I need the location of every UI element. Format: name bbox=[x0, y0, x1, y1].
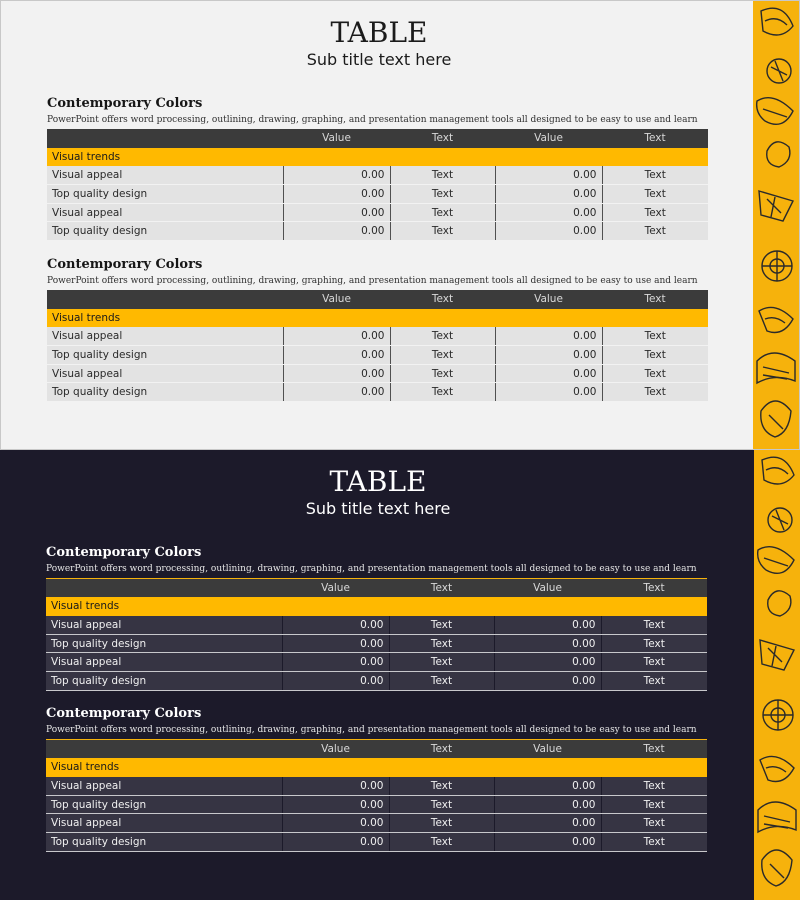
text-cell: Text bbox=[390, 203, 495, 222]
slide-subtitle: Sub title text here bbox=[306, 50, 452, 69]
group-row bbox=[46, 758, 707, 777]
text-cell: Text bbox=[602, 346, 708, 365]
table-row bbox=[46, 634, 707, 653]
table-header-row bbox=[46, 579, 707, 598]
text-cell: Text bbox=[602, 166, 708, 185]
table-row bbox=[46, 832, 707, 851]
data-table bbox=[47, 290, 708, 402]
text-cell: Text bbox=[601, 777, 707, 796]
table-block bbox=[46, 545, 707, 691]
block-description: PowerPoint offers word processing, outlining, drawing, graphing, and presentation management tools all designed to be easy to use and learn bbox=[46, 564, 697, 574]
value-cell: 0.00 bbox=[283, 203, 390, 222]
value-cell: 0.00 bbox=[282, 653, 389, 672]
block-heading: Contemporary Colors bbox=[46, 545, 202, 560]
column-header: Text bbox=[390, 129, 495, 148]
text-cell: Text bbox=[390, 185, 495, 204]
value-cell: 0.00 bbox=[495, 166, 602, 185]
value-cell: 0.00 bbox=[495, 383, 602, 402]
column-header: Value bbox=[494, 740, 601, 759]
group-row bbox=[47, 309, 708, 328]
group-label: Visual trends bbox=[46, 758, 707, 777]
table-block bbox=[47, 96, 708, 241]
data-table bbox=[46, 578, 707, 691]
column-header: Value bbox=[283, 129, 390, 148]
slide-dark bbox=[0, 450, 800, 900]
column-header: Value bbox=[495, 129, 602, 148]
value-cell: 0.00 bbox=[283, 364, 390, 383]
table-header-row bbox=[47, 129, 708, 148]
group-row bbox=[46, 597, 707, 616]
value-cell: 0.00 bbox=[282, 616, 389, 635]
value-cell: 0.00 bbox=[282, 777, 389, 796]
row-label: Top quality design bbox=[47, 383, 283, 402]
column-header: Text bbox=[602, 129, 708, 148]
block-heading: Contemporary Colors bbox=[47, 96, 203, 111]
group-label: Visual trends bbox=[47, 309, 708, 328]
block-description: PowerPoint offers word processing, outlining, drawing, graphing, and presentation management tools all designed to be easy to use and learn bbox=[47, 276, 698, 286]
data-table bbox=[46, 739, 707, 852]
text-cell: Text bbox=[390, 346, 495, 365]
table-row bbox=[46, 814, 707, 833]
text-cell: Text bbox=[601, 671, 707, 690]
text-cell: Text bbox=[602, 327, 708, 346]
row-label: Visual appeal bbox=[47, 166, 283, 185]
table-row bbox=[46, 653, 707, 672]
value-cell: 0.00 bbox=[495, 222, 602, 241]
row-label: Visual appeal bbox=[46, 616, 282, 635]
text-cell: Text bbox=[389, 653, 494, 672]
row-label: Visual appeal bbox=[47, 327, 283, 346]
value-cell: 0.00 bbox=[495, 364, 602, 383]
value-cell: 0.00 bbox=[283, 185, 390, 204]
value-cell: 0.00 bbox=[282, 795, 389, 814]
row-label: Visual appeal bbox=[47, 203, 283, 222]
block-heading: Contemporary Colors bbox=[47, 257, 203, 272]
value-cell: 0.00 bbox=[283, 383, 390, 402]
column-header bbox=[47, 290, 283, 309]
column-header: Value bbox=[495, 290, 602, 309]
table-header-row bbox=[46, 740, 707, 759]
row-label: Top quality design bbox=[46, 832, 282, 851]
table-block bbox=[47, 257, 708, 402]
table-row bbox=[47, 327, 708, 346]
text-cell: Text bbox=[389, 634, 494, 653]
value-cell: 0.00 bbox=[495, 327, 602, 346]
text-cell: Text bbox=[389, 616, 494, 635]
value-cell: 0.00 bbox=[494, 777, 601, 796]
text-cell: Text bbox=[389, 832, 494, 851]
column-header bbox=[46, 579, 282, 598]
table-row bbox=[47, 364, 708, 383]
text-cell: Text bbox=[389, 777, 494, 796]
column-header: Text bbox=[601, 579, 707, 598]
row-label: Top quality design bbox=[46, 795, 282, 814]
column-header: Value bbox=[282, 740, 389, 759]
data-table bbox=[47, 129, 708, 241]
value-cell: 0.00 bbox=[495, 203, 602, 222]
text-cell: Text bbox=[602, 185, 708, 204]
column-header: Value bbox=[282, 579, 389, 598]
table-row bbox=[47, 166, 708, 185]
value-cell: 0.00 bbox=[282, 634, 389, 653]
row-label: Top quality design bbox=[46, 671, 282, 690]
block-heading: Contemporary Colors bbox=[46, 706, 202, 721]
text-cell: Text bbox=[602, 364, 708, 383]
text-cell: Text bbox=[390, 166, 495, 185]
table-row bbox=[46, 671, 707, 690]
food-sketch-pattern-icon bbox=[753, 1, 799, 450]
value-cell: 0.00 bbox=[494, 832, 601, 851]
text-cell: Text bbox=[601, 616, 707, 635]
value-cell: 0.00 bbox=[282, 814, 389, 833]
row-label: Top quality design bbox=[47, 346, 283, 365]
table-row bbox=[47, 346, 708, 365]
column-header: Value bbox=[494, 579, 601, 598]
column-header: Value bbox=[283, 290, 390, 309]
value-cell: 0.00 bbox=[282, 671, 389, 690]
text-cell: Text bbox=[390, 364, 495, 383]
text-cell: Text bbox=[390, 222, 495, 241]
text-cell: Text bbox=[389, 814, 494, 833]
slide-title: TABLE bbox=[330, 16, 428, 49]
text-cell: Text bbox=[602, 222, 708, 241]
value-cell: 0.00 bbox=[494, 616, 601, 635]
text-cell: Text bbox=[601, 832, 707, 851]
text-cell: Text bbox=[602, 383, 708, 402]
row-label: Top quality design bbox=[46, 634, 282, 653]
column-header: Text bbox=[602, 290, 708, 309]
table-row bbox=[47, 203, 708, 222]
text-cell: Text bbox=[389, 795, 494, 814]
row-label: Visual appeal bbox=[46, 777, 282, 796]
table-row bbox=[47, 383, 708, 402]
table-row bbox=[46, 616, 707, 635]
table-block bbox=[46, 706, 707, 852]
text-cell: Text bbox=[601, 634, 707, 653]
text-cell: Text bbox=[390, 327, 495, 346]
row-label: Visual appeal bbox=[46, 653, 282, 672]
value-cell: 0.00 bbox=[494, 795, 601, 814]
value-cell: 0.00 bbox=[283, 346, 390, 365]
text-cell: Text bbox=[389, 671, 494, 690]
value-cell: 0.00 bbox=[494, 671, 601, 690]
text-cell: Text bbox=[601, 795, 707, 814]
column-header: Text bbox=[389, 579, 494, 598]
slide-title: TABLE bbox=[329, 465, 427, 498]
table-header-row bbox=[47, 290, 708, 309]
text-cell: Text bbox=[601, 653, 707, 672]
group-label: Visual trends bbox=[47, 148, 708, 167]
value-cell: 0.00 bbox=[283, 166, 390, 185]
value-cell: 0.00 bbox=[283, 327, 390, 346]
row-label: Top quality design bbox=[47, 222, 283, 241]
column-header: Text bbox=[601, 740, 707, 759]
value-cell: 0.00 bbox=[495, 185, 602, 204]
value-cell: 0.00 bbox=[282, 832, 389, 851]
food-sketch-pattern-icon bbox=[754, 450, 800, 900]
column-header: Text bbox=[390, 290, 495, 309]
group-label: Visual trends bbox=[46, 597, 707, 616]
column-header bbox=[47, 129, 283, 148]
table-row bbox=[47, 222, 708, 241]
value-cell: 0.00 bbox=[283, 222, 390, 241]
column-header: Text bbox=[389, 740, 494, 759]
group-row bbox=[47, 148, 708, 167]
table-row bbox=[46, 777, 707, 796]
text-cell: Text bbox=[601, 814, 707, 833]
text-cell: Text bbox=[602, 203, 708, 222]
slide-subtitle: Sub title text here bbox=[305, 499, 451, 518]
value-cell: 0.00 bbox=[494, 653, 601, 672]
text-cell: Text bbox=[390, 383, 495, 402]
block-description: PowerPoint offers word processing, outlining, drawing, graphing, and presentation management tools all designed to be easy to use and learn bbox=[47, 115, 698, 125]
value-cell: 0.00 bbox=[494, 814, 601, 833]
block-description: PowerPoint offers word processing, outlining, drawing, graphing, and presentation management tools all designed to be easy to use and learn bbox=[46, 725, 697, 735]
row-label: Visual appeal bbox=[47, 364, 283, 383]
value-cell: 0.00 bbox=[495, 346, 602, 365]
table-row bbox=[47, 185, 708, 204]
column-header bbox=[46, 740, 282, 759]
table-row bbox=[46, 795, 707, 814]
row-label: Visual appeal bbox=[46, 814, 282, 833]
row-label: Top quality design bbox=[47, 185, 283, 204]
value-cell: 0.00 bbox=[494, 634, 601, 653]
